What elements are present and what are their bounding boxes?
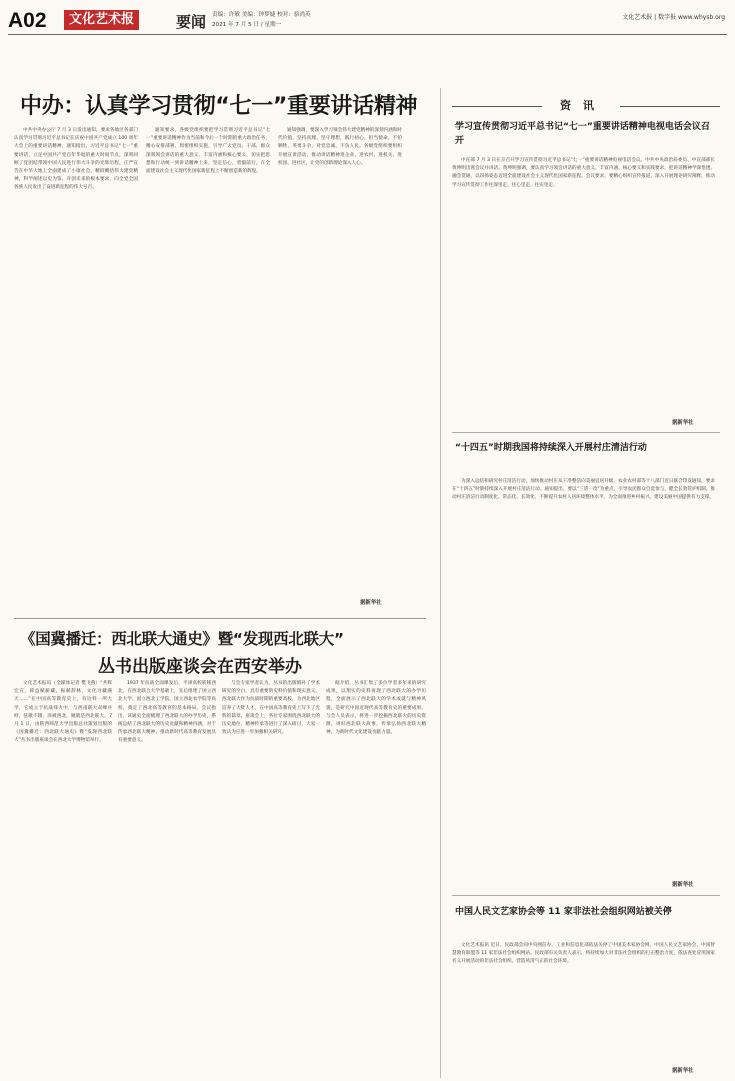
feature-top-rule: [14, 618, 426, 619]
lead-byline: 据新华社: [360, 600, 382, 606]
feature-col1-text: 文化艺术报讯（全媒体记者 樊飞燕）“共辉宏宣，韩益赋薪藏，振赫辞林，文化习藏满天……”在中国高等教育史上，有这样一所大学，它成立于抗战烽火中，与西南联大双峰并峙，弦歌不辍，泽被西北，她就是西北联大。7 月 1 日，由陕西师范大学出版总社策划出版的《国冀播迁：西北联大通史》暨“发现西北联大”丛书出版座谈会在西北大学博物馆举行。: [14, 681, 112, 744]
lead-title: 中办：认真学习贯彻“七一”重要讲话精神: [20, 94, 418, 119]
page-code: A02: [8, 9, 47, 32]
sidebar1-title: 学习宣传贯彻习近平总书记“七一”重要讲话精神电视电话会议召开: [455, 122, 710, 146]
lead-column-1: [14, 127, 138, 597]
feature-column-2: [118, 680, 216, 1075]
news-tag-rule-left: [452, 106, 542, 107]
feature-title-line1: 《国冀播迁：西北联大通史》暨“发现西北联大”: [20, 630, 344, 648]
feature-title-line2: 丛书出版座谈会在西安举办: [98, 657, 302, 677]
sidebar1-text: 中宣部 7 月 3 日在京召开学习宣传贯彻习近平总书记“七一”重要讲话精神电视电话会议。中共中央政治局委员、中宣部部长黄坤明出席会议并讲话。黄坤明强调，要认真学习领会讲话的重大意义、丰富内涵、核心要义和实践要求，把讲话精神学深悟透、融会贯通，以昂扬姿态迈进全面建设社会主义现代化国家新征程。会议要求，要精心组织宣传报道，深入开展理论研究阐释，推动学习宣传贯彻工作往深里走、往心里走、往实里走。: [452, 158, 715, 188]
sidebar1-byline: 据新华社: [672, 420, 694, 426]
lead-col2-text: 通知要求，各级党组织要把学习贯彻习近平总书记“七一”重要讲话精神作为当前和今后一个时期的重大政治任务，精心安排部署，周密组织实施，引导广大党员、干部、群众深刻领会讲话的重大意义、丰富内涵和核心要义，切实把思想和行动统一到讲话精神上来，坚定信心，勇毅前行，在全面建设社会主义现代化国家新征程上不断创造新的辉煌。: [146, 128, 270, 175]
sidebar3-title: 中国人民文艺家协会等 11 家非法社会组织网站被关停: [455, 907, 672, 917]
lead-column-2: [146, 127, 270, 597]
lead-column-3: [278, 127, 402, 597]
feature-col2-text: 1937 年抗战全面爆发后，平津高校转移西北，在西北联合大学基础上，先后组建了国立西北大学、国立西北工学院、国立西北农学院等高校，奠定了西北高等教育的基本格局。会议指出，该通史全面梳理了西北联大的办学历史，系统总结了西北联大的历史贡献和精神内涵，对于传承西北联大精神、推动新时代高等教育发展具有重要意义。: [118, 681, 216, 744]
date-line: 2021 年 7 月 5 日 / 星期一: [212, 22, 282, 28]
news-tag: 资 讯: [560, 99, 598, 112]
sidebar2-body: [452, 478, 715, 842]
feature-column-4: [326, 680, 426, 1075]
feature-col4-text: 据介绍，丛书汇集了多位学者多年来的研究成果，以翔实的史料再现了西北联大的办学历程，全面展示了西北联大的学术成就与精神风貌，是研究中国近现代高等教育史的重要成果。与会人员表示，将进一步挖掘西北联大的历史资源，讲好西北联大故事，传承弘扬西北联大精神，为新时代文化建设贡献力量。: [326, 681, 426, 736]
sidebar-separator-2: [452, 895, 720, 896]
lead-col3-text: 通知强调，要深入学习领会伟大建党精神的深刻内涵和时代价值，坚持真理、坚守理想，践行初心、担当使命，不怕牺牲、英勇斗争，对党忠诚、不负人民。各级党组织要组织开展宣讲活动，推动讲话精神进企业、进农村、进机关、进校园、进社区，让党的创新理论深入人心。: [278, 128, 402, 166]
sidebar3-byline: 据新华社: [672, 1068, 694, 1074]
sidebar2-byline: 据新华社: [672, 882, 694, 888]
lead-col1-text: 中共中央办公厅 7 月 3 日发出通知，要求各地区各部门认真学习贯彻习近平总书记在庆祝中国共产党成立 100 周年大会上的重要讲话精神。通知指出，习近平总书记“七一”重要讲话，立足中国共产党百年华诞的重大时间节点，深刻回顾了党团结带领中国人民进行伟大斗争的光辉历程，庄严宣告在中华大地上全面建成了小康社会，精辟概括伟大建党精神，科学阐述以史为鉴、开创未来的根本要求，向全党全国各族人民发出了奋进新征程的伟大号召。: [14, 128, 138, 191]
feature-col3-text: 与会专家学者认为，丛书的出版填补了学术研究的空白，具有重要的史料价值和现实意义。西北联大作为抗战时期的重要高校，为西北地区培养了大批人才，在中国高等教育史上写下了光辉的篇章。座谈会上，各位专家围绕西北联大的历史地位、精神传承等进行了深入研讨，大家一致认为应进一步加强相关研究。: [222, 681, 320, 736]
sidebar2-text: 为深入总结和研究村庄清洁行动，加快推动村庄从干净整洁向美丽宜居升级，农业农村部等十八部门近日联合印发通知，要求在“十四五”时期持续深入开展村庄清洁行动。通知提出，要以“三清一改”为重点，引导农民群众自觉参与，健全长效管护机制，推动村庄清洁行动制度化、常态化、长效化，不断提升农村人居环境整体水平，为全面推进乡村振兴、建设美丽中国提供有力支撑。: [452, 479, 715, 501]
paper-name-logo: 文化艺术报: [64, 10, 139, 30]
news-tag-rule-right: [620, 106, 720, 107]
sidebar1-body: [452, 157, 715, 403]
sidebar3-text: 文化艺术报讯 近日，民政部会同中央网信办、工业和信息化部依法关停了中国美术家协会网、中国人民文艺家协会、中国智慧教育联盟等 11 家非法社会组织网站。民政部有关负责人表示，将持续加大对非法社会组织的打击整治力度，依法查处冒用国家名义开展活动的非法社会组织，营造风清气正的社会环境。: [452, 943, 715, 965]
header-rule: [8, 34, 727, 35]
editors-line: 责编：许敏 美编：钟梦婕 校对：骆尚英: [212, 12, 311, 18]
feature-column-1: [14, 680, 112, 1075]
sidebar-divider: [440, 88, 441, 1078]
feature-column-3: [222, 680, 320, 1075]
masthead: [0, 0, 735, 34]
sidebar-separator-1: [452, 432, 720, 433]
section-name: 要闻: [176, 13, 207, 31]
site-info: 文化艺术报 | 数字报 www.whysb.org: [622, 14, 725, 21]
sidebar2-title: “十四五”时期我国将持续深入开展村庄清洁行动: [455, 443, 647, 453]
sidebar3-body: [452, 942, 715, 1062]
